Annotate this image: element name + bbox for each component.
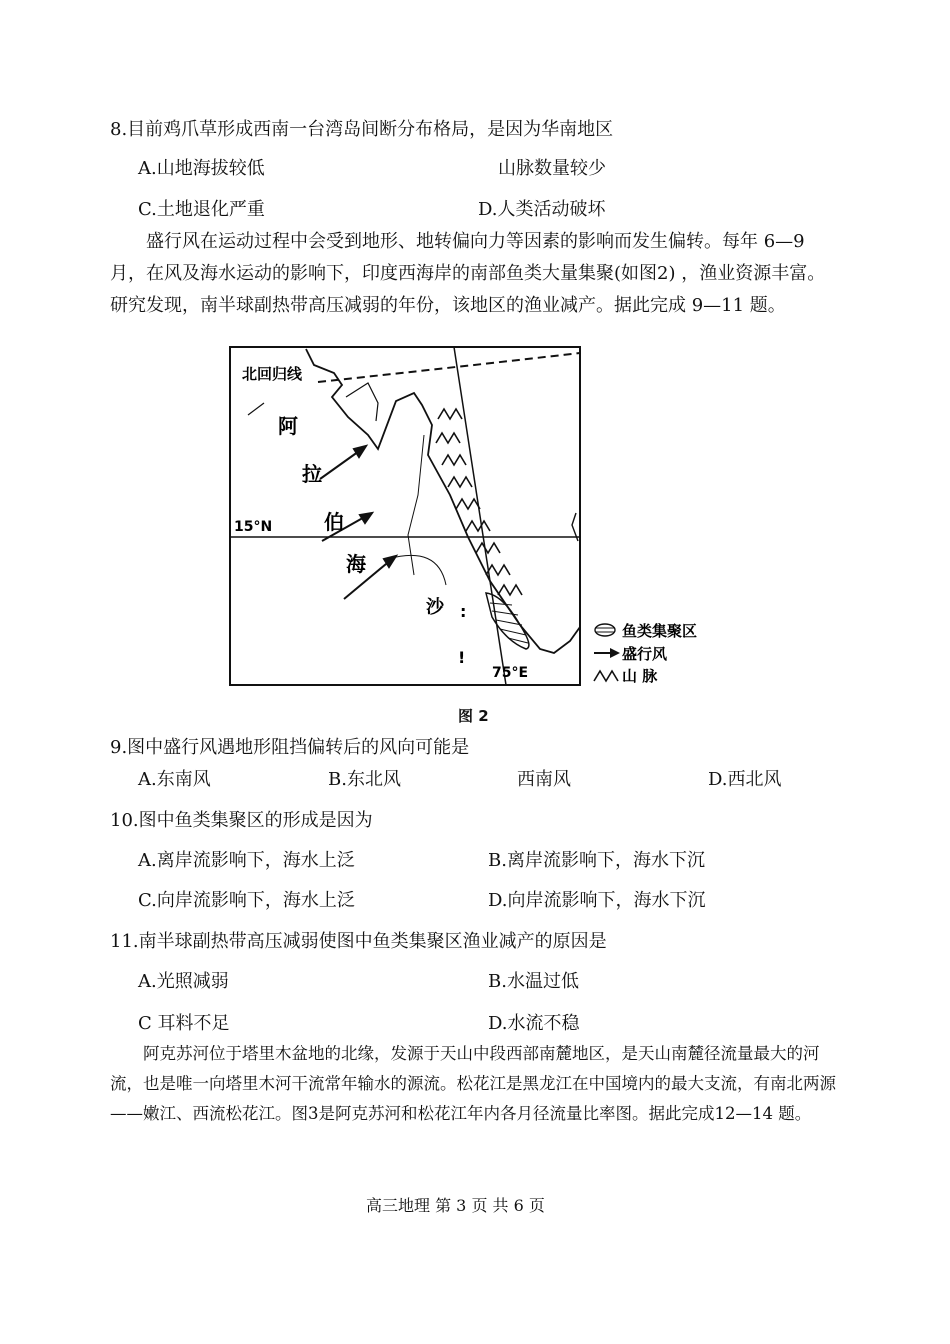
region-char-1: 阿 <box>278 414 298 438</box>
q11-option-d: D.水流不稳 <box>488 1013 580 1034</box>
figure-2-caption: 图 2 <box>458 707 489 725</box>
current-line <box>388 555 446 585</box>
q9-option-a: A.东南风 <box>138 769 211 790</box>
q8-option-b: 山脉数量较少 <box>498 158 606 179</box>
q9-option-b: B.东北风 <box>328 769 401 790</box>
mountain-5 <box>466 521 490 531</box>
q8-option-c: C.土地退化严重 <box>138 199 265 220</box>
q11-option-a: A.光照减弱 <box>138 971 229 992</box>
mountain-8 <box>498 585 522 595</box>
q11-stem: 11.南半球副热带高压减弱使图中鱼类集聚区渔业减产的原因是 <box>110 931 607 952</box>
q10-stem: 10.图中鱼类集聚区的形成是因为 <box>110 810 373 831</box>
tropic-label: 北回归线 <box>242 365 303 383</box>
q8-option-a: A.山地海拔较低 <box>138 158 265 179</box>
ridge-line <box>408 435 424 575</box>
mountain-3 <box>448 477 472 487</box>
region-char-2: 拉 <box>302 462 322 486</box>
q9-option-d: D.西北风 <box>708 769 782 790</box>
mountain-2 <box>442 455 466 465</box>
intro-paragraph-1: 盛行风在运动过程中会受到地形、地转偏向力等因素的影响而发生偏转。每年 6—9月，在风及海水运动的影响下，印度西海岸的南部鱼类大量集聚(如图2) ，渔业资源丰富。研究发现，南半球副热带高压减弱的年份，该地区的渔业减产。据此完成 9—11 题。 <box>110 231 826 316</box>
q9-option-c: 西南风 <box>517 769 571 790</box>
page-footer: 高三地理 第 3 页 共 6 页 <box>366 1196 545 1215</box>
q10-option-b: B.离岸流影响下，海水下沉 <box>488 850 705 871</box>
q11-option-b: B.水温过低 <box>488 971 579 992</box>
q11-option-c: C 耳料不足 <box>138 1013 230 1034</box>
fish-zone-hatch-2 <box>492 611 518 615</box>
q8-stem: 8.目前鸡爪草形成西南一台湾岛间断分布格局，是因为华南地区 <box>110 119 614 140</box>
legend-fish-icon <box>595 624 615 636</box>
legend-mountain-label: 山 脉 <box>622 667 658 685</box>
q10-option-a: A.离岸流影响下，海水上泛 <box>138 850 355 871</box>
region-char-4: 海 <box>346 552 366 576</box>
mountain-4 <box>456 499 480 509</box>
wind-arrow-2-head <box>360 513 372 523</box>
q9-stem: 9.图中盛行风遇地形阻挡偏转后的风向可能是 <box>110 737 470 758</box>
region-char-5: 沙 <box>426 597 444 618</box>
legend-wind-label: 盛行风 <box>622 645 668 663</box>
legend-mountain-icon <box>594 671 618 681</box>
q10-option-d: D.向岸流影响下，海水下沉 <box>488 890 706 911</box>
tropic-line <box>318 353 580 382</box>
island-mark-1: : <box>460 602 467 621</box>
latitude-label: 15°N <box>234 519 273 535</box>
gulf-outline <box>346 383 378 421</box>
longitude-label: 75°E <box>492 665 529 681</box>
island-mark-2: ! <box>458 648 466 667</box>
region-char-3: 伯 <box>324 510 344 534</box>
coast-mark <box>248 403 264 415</box>
mountain-1 <box>436 433 460 443</box>
mountain-symbols <box>436 409 522 595</box>
intro-paragraph-2: 阿克苏河位于塔里木盆地的北缘，发源于天山中段西部南麓地区，是天山南麓径流量最大的河流，也是唯一向塔里木河干流常年输水的源流。松花江是黑龙江在中国境内的最大支流，有南北两源——嫩江、西流松花江。图3是阿克苏河和松花江年内各月径流量比率图。据此完成12—14 题。 <box>110 1044 836 1123</box>
q10-option-c: C.向岸流影响下，海水上泛 <box>138 890 355 911</box>
figure-2-map <box>228 345 728 690</box>
mountain-9 <box>438 409 462 419</box>
legend-fish-label: 鱼类集聚区 <box>622 622 698 640</box>
mountain-6 <box>476 543 500 553</box>
longitude-75e-line <box>454 347 506 685</box>
legend-wind-arrowhead <box>610 648 620 658</box>
wind-arrow-1-head <box>354 446 366 457</box>
q8-option-d: D.人类活动破坏 <box>478 199 606 220</box>
